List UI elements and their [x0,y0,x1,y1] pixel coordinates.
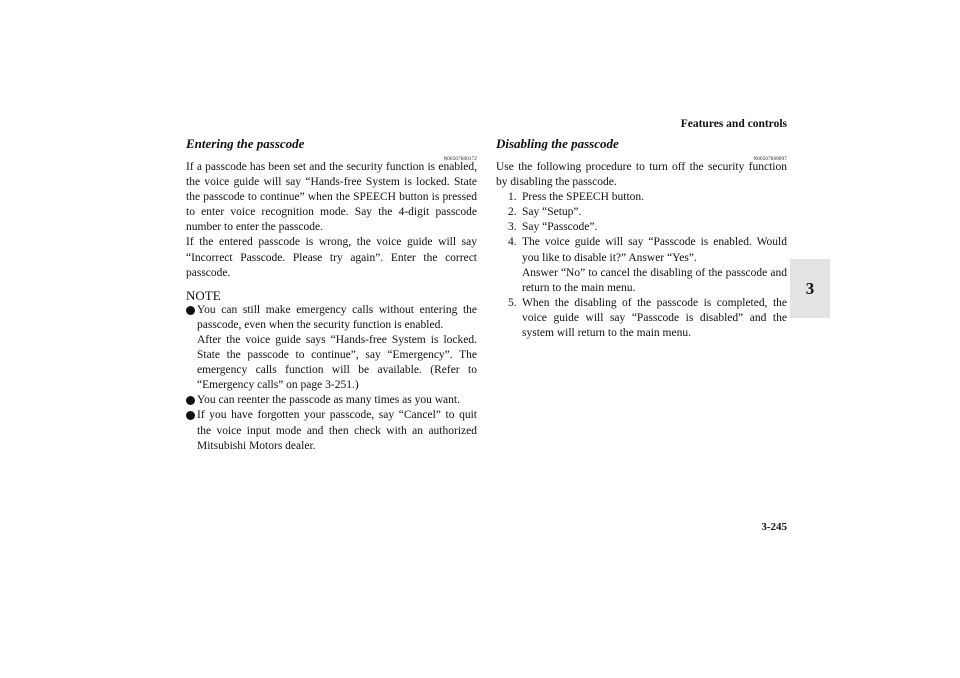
step-text: The voice guide will say “Passcode is enabled. Would you like to disable it?” Answer “Yes”. [522,236,787,264]
section-title-disabling-passcode: Disabling the passcode [496,136,619,151]
step-item [496,296,787,341]
note-item [186,303,477,394]
body-paragraph: If a passcode has been set and the security function is enabled, the voice guide will say “Hands-free System is locked. State the passcode to continue” when the SPEECH button is pressed to enter voice recognition mode. Say the 4-digit passcode number to enter the passcode. [186,161,477,234]
step-number: 1. [508,191,517,204]
note-item [186,393,477,408]
step-item [496,190,787,205]
section-title-entering-passcode: Entering the passcode [186,136,305,151]
page-header-title: Features and controls [680,118,787,130]
step-number: 3. [508,221,517,234]
note-text: After the voice guide says “Hands-free System is locked. State the passcode to continue”, say “Emergency”. The emergency calls function will be available. (Refer to “Emergency calls” on page 3-251.) [197,333,477,392]
page-number: 3-245 [761,521,787,533]
note-item [186,408,477,453]
bullet-icon [186,411,195,420]
procedure-steps [496,190,787,341]
step-item [496,205,787,220]
bullet-icon [186,396,195,405]
step-number: 4. [508,236,517,249]
step-text: Say “Setup”. [522,206,582,219]
step-text: Say “Passcode”. [522,221,598,234]
step-text: Answer “No” to cancel the disabling of the passcode and return to the main menu. [522,266,787,294]
step-item [496,220,787,235]
body-paragraph: Use the following procedure to turn off the security function by disabling the passcode. [496,161,787,189]
note-text: If you have forgotten your passcode, say “Cancel” to quit the voice input mode and then check with an authorized Mitsubishi Motors dealer. [197,409,477,452]
section-heading [186,136,477,160]
body-paragraph: If the entered passcode is wrong, the voice guide will say “Incorrect Passcode. Please try again”. Enter the correct passcode. [186,236,477,279]
step-text: When the disabling of the passcode is completed, the voice guide will say “Passcode is disabled” and the system will return to the main menu. [522,296,787,340]
section-heading [496,136,787,160]
section-code: N00507600097 [753,157,787,162]
bullet-icon [186,306,195,315]
step-number: 2. [508,206,517,219]
left-column [186,136,477,454]
note-text: You can still make emergency calls without entering the passcode, even when the security function is enabled. [197,303,477,331]
note-label: NOTE [186,287,221,303]
note-text: You can reenter the passcode as many times as you want. [197,394,460,407]
step-item [496,235,787,295]
step-number: 5. [508,296,517,309]
section-code: N00507600172 [443,157,477,162]
chapter-tab: 3 [790,259,830,318]
step-text: Press the SPEECH button. [522,191,645,204]
right-column [496,136,787,341]
